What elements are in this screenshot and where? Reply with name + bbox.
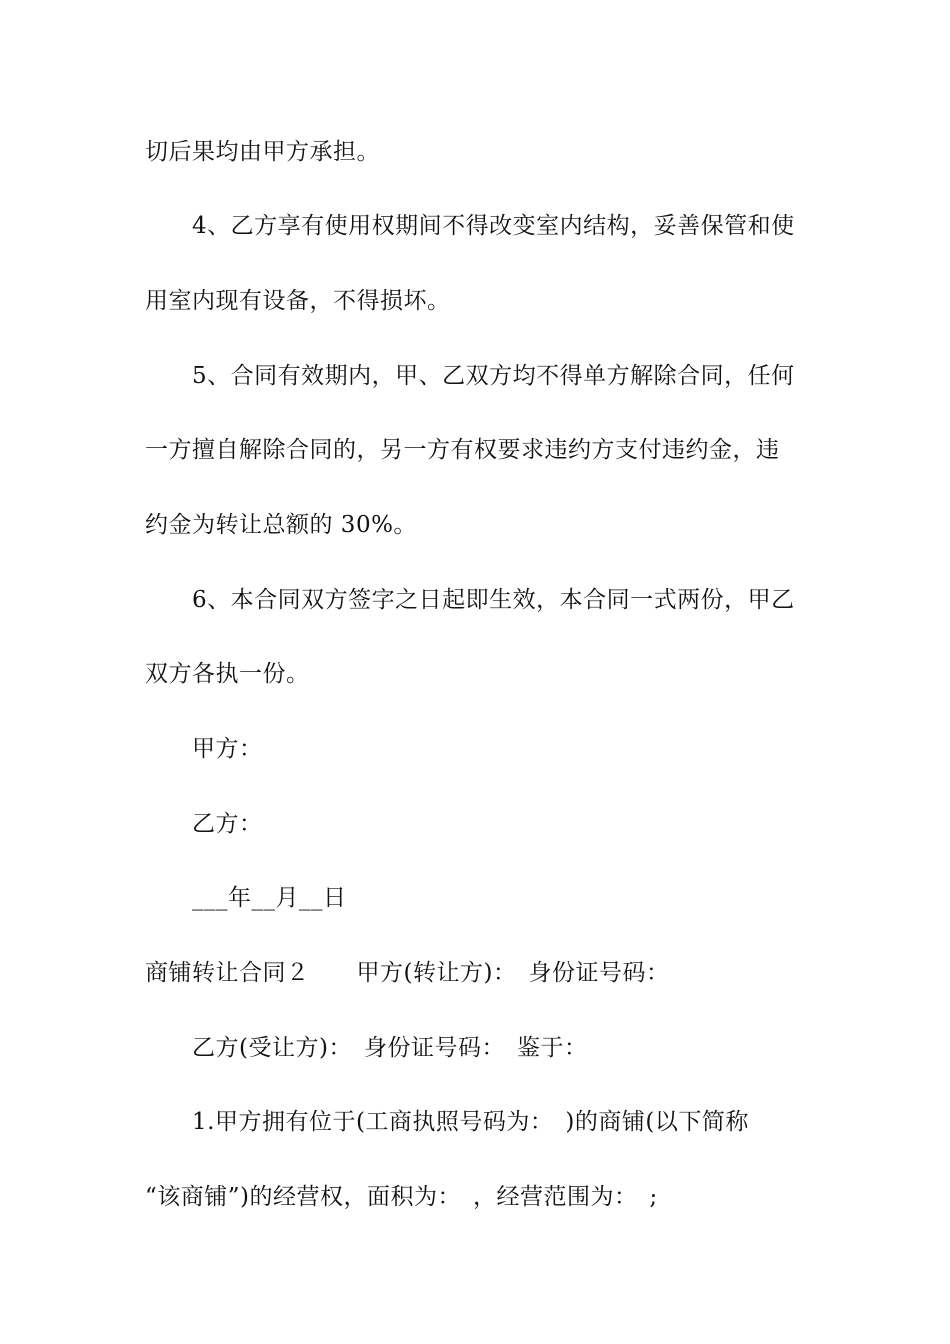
- party-a-signature-label: 甲方：: [192, 736, 263, 762]
- recital-1-line-1: 1.甲方拥有位于(工商执照号码为： )的商铺(以下简称: [192, 1109, 749, 1135]
- paragraph-3-continuation: 切后果均由甲方承担。: [145, 139, 380, 165]
- party-b-signature-label: 乙方：: [192, 811, 263, 837]
- clause-5-line-1: 5、合同有效期内，甲、乙双方均不得单方解除合同，任何: [192, 363, 795, 389]
- recital-1-line-2: “该商铺”)的经营权，面积为： ，经营范围为： ;: [145, 1184, 658, 1210]
- clause-4-line-2: 用室内现有设备，不得损坏。: [145, 288, 451, 314]
- clause-6-line-1: 6、本合同双方签字之日起即生效，本合同一式两份，甲乙: [192, 587, 795, 613]
- date-line: ___年__月__日: [192, 885, 347, 911]
- party-b-info: 乙方(受让方)： 身份证号码： 鉴于：: [192, 1035, 588, 1061]
- contract-2-heading: 商铺转让合同２ 甲方(转让方)： 身份证号码：: [145, 960, 670, 986]
- clause-6-line-2: 双方各执一份。: [145, 661, 310, 687]
- clause-5-line-3: 约金为转让总额的 30%。: [145, 512, 417, 538]
- clause-4-line-1: 4、乙方享有使用权期间不得改变室内结构，妥善保管和使: [192, 213, 795, 239]
- clause-5-line-2: 一方擅自解除合同的，另一方有权要求违约方支付违约金，违: [145, 437, 780, 463]
